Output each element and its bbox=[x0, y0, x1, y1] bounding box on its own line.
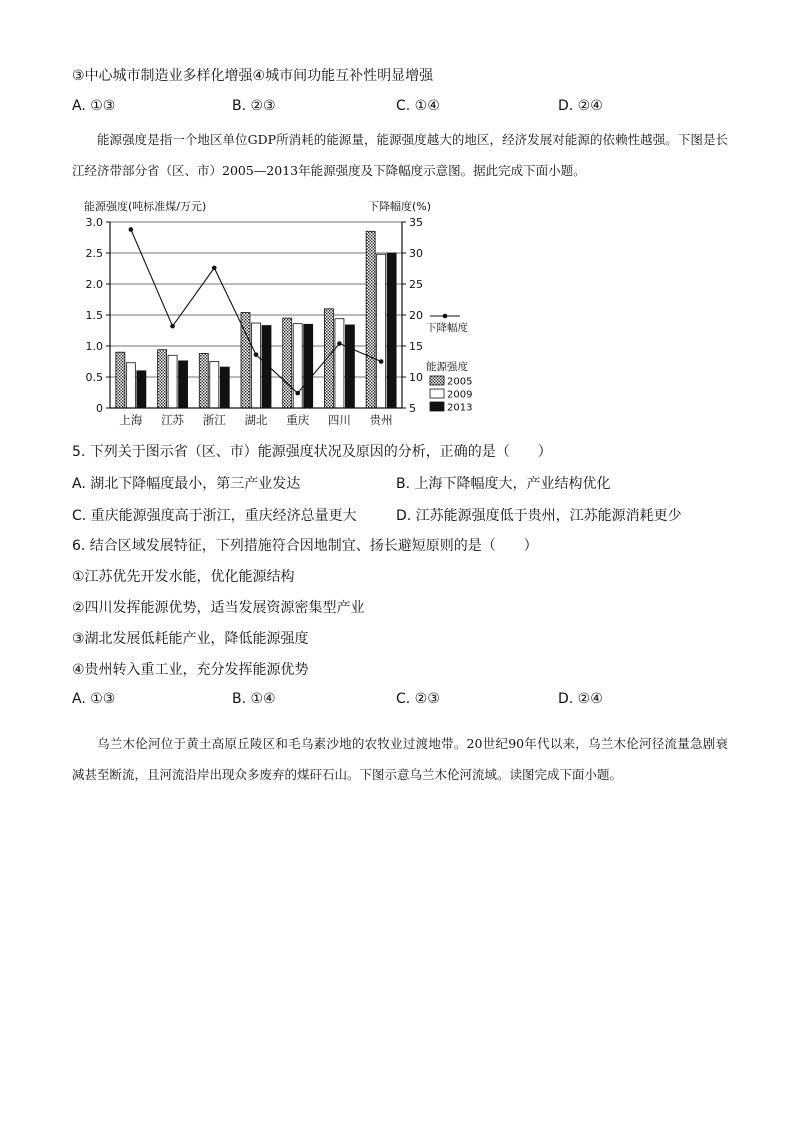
bar-2009 bbox=[126, 363, 135, 408]
bar-2009 bbox=[252, 323, 261, 408]
decline-point bbox=[170, 324, 175, 329]
decline-point bbox=[212, 266, 217, 271]
decline-point bbox=[254, 352, 259, 357]
q6-item-2: ②四川发挥能源优势，适当发展资源密集型产业 bbox=[72, 600, 365, 616]
right-axis-label: 下降幅度(%) bbox=[368, 200, 432, 213]
legend-label-2013: 2013 bbox=[447, 402, 473, 414]
category-label: 贵州 bbox=[369, 413, 393, 427]
q6-option-a[interactable]: A. ①③ bbox=[72, 691, 116, 707]
q6-item-1: ①江苏优先开发水能，优化能源结构 bbox=[72, 569, 295, 585]
bar-2009 bbox=[210, 362, 219, 409]
category-label: 四川 bbox=[327, 413, 351, 427]
left-tick-label: 1.0 bbox=[85, 340, 103, 353]
bar-2005 bbox=[158, 350, 167, 408]
decline-point bbox=[337, 341, 342, 346]
option-a[interactable]: A. ①③ bbox=[72, 98, 116, 114]
decline-point bbox=[295, 391, 300, 396]
passage-energy-intensity bbox=[72, 124, 728, 186]
energy-intensity-chart bbox=[80, 196, 480, 427]
q5-option-d[interactable]: D. 江苏能源强度低于贵州，江苏能源消耗更少 bbox=[396, 508, 682, 524]
bar-2009 bbox=[335, 319, 344, 408]
bar-2013 bbox=[387, 253, 396, 408]
option-b[interactable]: B. ②③ bbox=[232, 98, 276, 114]
q5-options-row2 bbox=[72, 505, 732, 525]
legend-swatch-2009 bbox=[430, 389, 444, 398]
right-tick-label: 10 bbox=[409, 371, 423, 384]
left-axis-label: 能源强度(吨标准煤/万元) bbox=[84, 200, 207, 213]
right-tick-label: 15 bbox=[409, 340, 423, 353]
bar-2009 bbox=[377, 254, 386, 408]
bar-2013 bbox=[220, 367, 229, 408]
legend-label-2005: 2005 bbox=[447, 376, 473, 388]
q6-item-3: ③湖北发展低耗能产业，降低能源强度 bbox=[72, 631, 309, 647]
right-tick-label: 20 bbox=[409, 309, 423, 322]
category-label: 浙江 bbox=[202, 413, 226, 427]
passage-text: 乌兰木伦河位于黄土高原丘陵区和毛乌素沙地的农牧业过渡地带。20世纪90年代以来，乌兰木伦河径流量急剧衰减甚至断流，且河流沿岸出现众多废弃的煤矸石山。下图示意乌兰木伦河流域。读图完成下面小题。 bbox=[72, 736, 728, 782]
option-d[interactable]: D. ②④ bbox=[558, 98, 603, 114]
bar-2005 bbox=[283, 318, 292, 408]
q5-option-a[interactable]: A. 湖北下降幅度最小，第三产业发达 bbox=[72, 476, 301, 492]
legend-swatch-2005 bbox=[430, 376, 444, 385]
q5-option-c[interactable]: C. 重庆能源强度高于浙江，重庆经济总量更大 bbox=[72, 508, 357, 524]
legend-label-2009: 2009 bbox=[447, 389, 473, 401]
question-item-text: ③中心城市制造业多样化增强④城市间功能互补性明显增强 bbox=[72, 68, 434, 84]
q5-options-row1 bbox=[72, 473, 732, 493]
q5-option-b[interactable]: B. 上海下降幅度大，产业结构优化 bbox=[396, 476, 611, 492]
bar-2005 bbox=[324, 309, 333, 408]
passage-wulanmulun-river bbox=[72, 728, 728, 790]
bar-2009 bbox=[168, 355, 177, 408]
decline-point bbox=[129, 227, 134, 232]
answer-options bbox=[72, 98, 732, 118]
q6-option-c[interactable]: C. ②③ bbox=[396, 691, 440, 707]
right-tick-label: 30 bbox=[409, 247, 423, 260]
bar-2005 bbox=[366, 231, 375, 408]
q6-options bbox=[72, 691, 732, 711]
category-label: 湖北 bbox=[244, 413, 268, 427]
legend-title: 能源强度 bbox=[426, 361, 468, 373]
passage-text: 能源强度是指一个地区单位GDP所消耗的能源量，能源强度越大的地区，经济发展对能源的依赖性越强。下图是长江经济带部分省（区、市）2005—2013年能源强度及下降幅度示意图。据此完成下面小题。 bbox=[72, 132, 728, 178]
left-tick-label: 1.5 bbox=[85, 309, 103, 322]
q6-stem: 6. 结合区域发展特征，下列措施符合因地制宜、扬长避短原则的是（ ） bbox=[72, 538, 538, 554]
bar-2013 bbox=[137, 371, 146, 408]
left-tick-label: 2.0 bbox=[85, 278, 103, 291]
legend-line-dot bbox=[443, 314, 448, 319]
right-tick-label: 35 bbox=[409, 216, 423, 229]
bar-2005 bbox=[199, 353, 208, 408]
bar-2013 bbox=[179, 361, 188, 408]
bar-2005 bbox=[116, 352, 125, 408]
left-tick-label: 2.5 bbox=[85, 247, 103, 260]
q5-stem: 5. 下列关于图示省（区、市）能源强度状况及原因的分析，正确的是（ ） bbox=[72, 444, 552, 460]
legend bbox=[426, 314, 472, 414]
bar-series bbox=[116, 231, 396, 408]
legend-swatch-2013 bbox=[430, 402, 444, 411]
left-tick-label: 0 bbox=[96, 402, 103, 415]
left-tick-label: 0.5 bbox=[85, 371, 103, 384]
decline-point bbox=[379, 359, 384, 364]
right-tick-label: 5 bbox=[409, 402, 416, 415]
left-tick-label: 3.0 bbox=[85, 216, 103, 229]
q6-option-d[interactable]: D. ②④ bbox=[558, 691, 603, 707]
q6-option-b[interactable]: B. ①④ bbox=[232, 691, 276, 707]
q6-item-4: ④贵州转入重工业，充分发挥能源优势 bbox=[72, 662, 309, 678]
category-label: 上海 bbox=[119, 413, 143, 427]
category-label: 江苏 bbox=[161, 413, 185, 427]
legend-line-label: 下降幅度 bbox=[426, 322, 468, 334]
category-label: 重庆 bbox=[286, 413, 310, 427]
right-tick-label: 25 bbox=[409, 278, 423, 291]
option-c[interactable]: C. ①④ bbox=[396, 98, 440, 114]
category-labels bbox=[119, 413, 392, 427]
bar-2013 bbox=[345, 325, 354, 408]
bar-2013 bbox=[304, 324, 313, 408]
